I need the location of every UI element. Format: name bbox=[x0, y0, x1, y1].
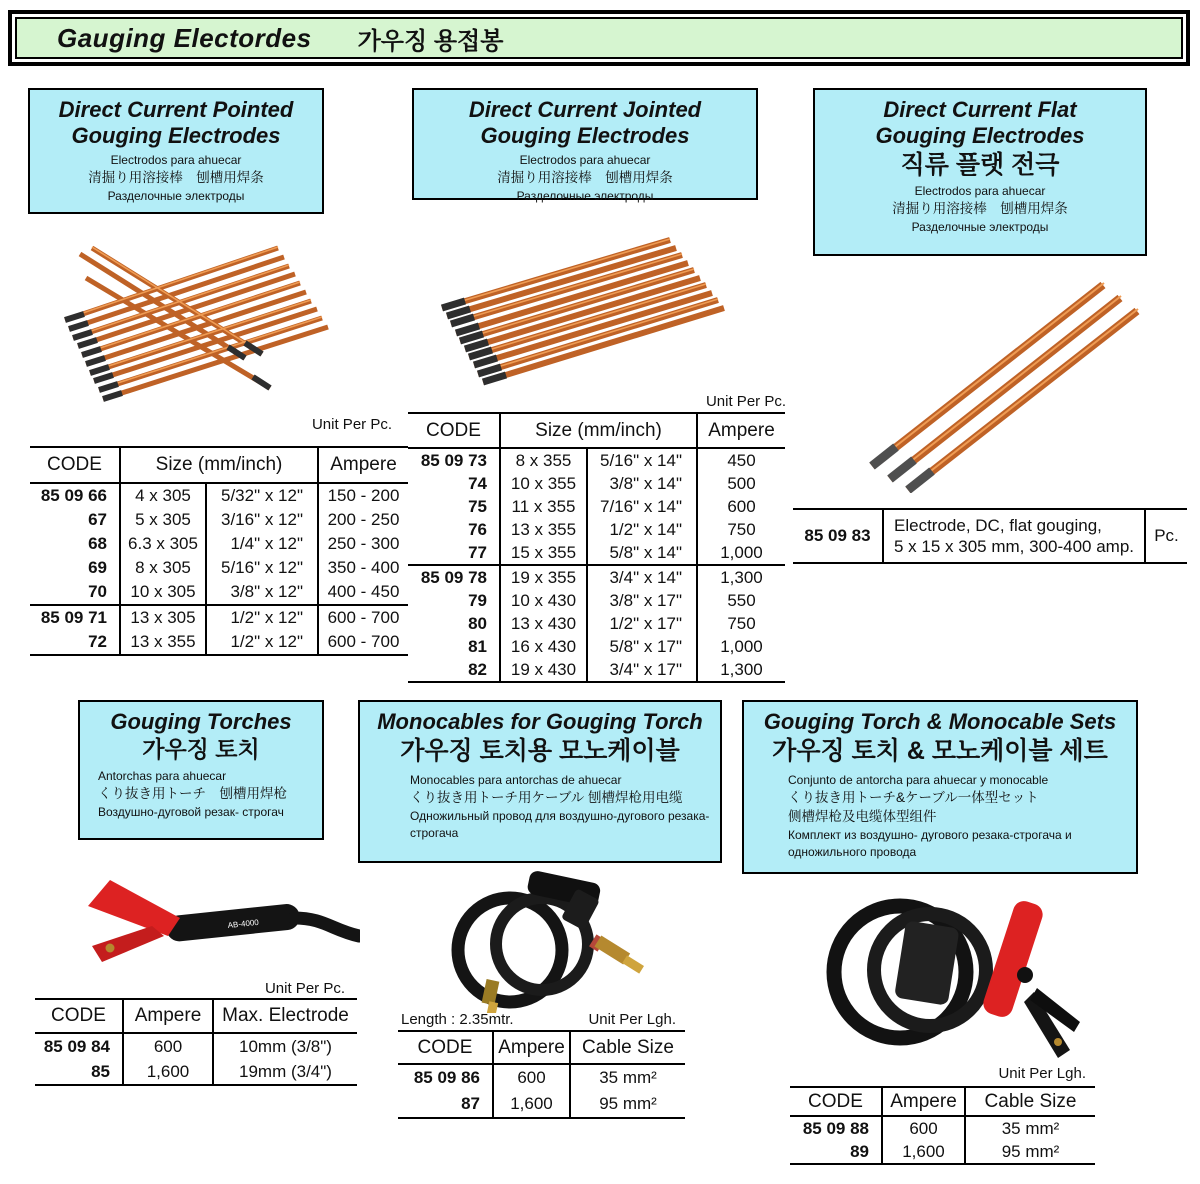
table-cell: 35 mm² bbox=[965, 1116, 1095, 1140]
box-title: Gouging Electrodes bbox=[71, 122, 281, 148]
table-row bbox=[30, 508, 408, 532]
subtitle-line: Комплект из воздушно- дугового резака-строгача и одножильного провода bbox=[788, 827, 1072, 860]
box-title: Direct Current Flat bbox=[883, 97, 1077, 122]
table-cell: 400 - 450 bbox=[318, 580, 408, 605]
page-title-inner bbox=[15, 17, 1183, 59]
table-cell: 150 - 200 bbox=[318, 483, 408, 508]
table-cell: 13 x 430 bbox=[500, 612, 587, 635]
table-cell: 1/2" x 12" bbox=[206, 630, 318, 655]
table-cell: 600 bbox=[493, 1064, 570, 1091]
table-cell: 15 x 355 bbox=[500, 541, 587, 565]
table-cell: 19mm (3/4") bbox=[213, 1059, 357, 1085]
header-box-pointed bbox=[28, 88, 324, 214]
table-cell: 3/8" x 12" bbox=[206, 580, 318, 605]
table-cell: 1,300 bbox=[697, 658, 785, 682]
table-cell: 85 09 71 bbox=[30, 605, 120, 630]
table-cell: 10mm (3/8") bbox=[213, 1033, 357, 1059]
table-row bbox=[793, 509, 1187, 563]
table-cell: 750 bbox=[697, 518, 785, 541]
box-title: Gouging Electrodes bbox=[875, 122, 1085, 148]
subtitle-line: Monocables para antorchas de ahuecar bbox=[410, 772, 622, 787]
subtitle-line: Conjunto de antorcha para ahuecar y monocable bbox=[788, 772, 1049, 787]
col-header-ampere: Ampere bbox=[493, 1031, 570, 1064]
gouging-torch-image bbox=[80, 868, 360, 978]
table-row bbox=[408, 589, 785, 612]
table-cell: 350 - 400 bbox=[318, 556, 408, 580]
table-cell: 1,300 bbox=[697, 565, 785, 589]
table-cell: 1/4" x 12" bbox=[206, 532, 318, 556]
table-cell: 74 bbox=[468, 473, 487, 493]
table-row bbox=[790, 1140, 1095, 1164]
table-row bbox=[30, 580, 408, 605]
table-row bbox=[790, 1116, 1095, 1140]
table-cell: 7/16" x 14" bbox=[587, 495, 697, 518]
col-header-code: CODE bbox=[398, 1031, 493, 1064]
table-cell: 600 - 700 bbox=[318, 630, 408, 655]
table-cell: 1,600 bbox=[493, 1091, 570, 1118]
table-row bbox=[408, 658, 785, 682]
table-cell: 1,000 bbox=[697, 541, 785, 565]
unit-label-sets: Unit Per Lgh. bbox=[998, 1065, 1086, 1082]
table-cell: 4 x 305 bbox=[120, 483, 206, 508]
table-cell: 10 x 305 bbox=[120, 580, 206, 605]
table-cell: 85 09 84 bbox=[43, 1036, 110, 1056]
table-cell: 85 09 73 bbox=[420, 450, 487, 470]
table-cell: 87 bbox=[461, 1094, 480, 1113]
table-cell: 1,000 bbox=[697, 635, 785, 658]
description-line: Electrode, DC, flat gouging, bbox=[894, 515, 1102, 535]
table-cell: 750 bbox=[697, 612, 785, 635]
col-header-ampere: Ampere bbox=[882, 1087, 965, 1116]
description-line: 5 x 15 x 305 mm, 300-400 amp. bbox=[894, 537, 1135, 556]
subtitle-line: くり抜き用トーチ&ケーブル一体型セット bbox=[788, 790, 1039, 806]
table-cell-unit: Pc. bbox=[1145, 509, 1187, 563]
header-box-sets bbox=[742, 700, 1138, 874]
table-cell: 600 - 700 bbox=[318, 605, 408, 630]
table-cell: 5/8" x 17" bbox=[587, 635, 697, 658]
col-header-code: CODE bbox=[408, 413, 500, 448]
header-box-jointed bbox=[412, 88, 758, 204]
table-cell: 19 x 430 bbox=[500, 658, 587, 682]
table-cell: 200 - 250 bbox=[318, 508, 408, 532]
table-row bbox=[30, 532, 408, 556]
subtitle-line: Одножильный провод для воздушно-дугового резака-строгача bbox=[410, 808, 710, 841]
table-cell: 8 x 305 bbox=[120, 556, 206, 580]
table-cell: 85 09 78 bbox=[408, 565, 500, 589]
table-cell: 72 bbox=[88, 632, 107, 651]
header-box-torches bbox=[78, 700, 324, 840]
header-box-monocables bbox=[358, 700, 722, 863]
jointed-electrodes-image bbox=[420, 222, 760, 402]
table-row bbox=[35, 1059, 357, 1085]
monocable-image bbox=[400, 858, 675, 1013]
table-cell: 85 09 88 bbox=[802, 1118, 869, 1138]
table-header-row bbox=[790, 1087, 1095, 1116]
box-title-korean: 직류 플랫 전극 bbox=[900, 150, 1060, 179]
col-header-size: Size (mm/inch) bbox=[120, 447, 318, 483]
unit-label-jointed: Unit Per Pc. bbox=[705, 393, 786, 410]
table-cell: 13 x 305 bbox=[120, 605, 206, 630]
table-cell: 10 x 355 bbox=[500, 472, 587, 495]
table-header-row bbox=[408, 413, 785, 448]
subtitle-line: Antorchas para ahuecar bbox=[98, 768, 227, 783]
table-cell: 76 bbox=[468, 519, 487, 539]
table-cell: 95 mm² bbox=[570, 1091, 685, 1118]
table-cell: 79 bbox=[468, 590, 487, 610]
table-cell: 16 x 430 bbox=[500, 635, 587, 658]
table-cell: 3/4" x 17" bbox=[587, 658, 697, 682]
flat-electrodes-image bbox=[815, 268, 1145, 493]
table-cell: 250 - 300 bbox=[318, 532, 408, 556]
table-cell: 3/8" x 17" bbox=[587, 589, 697, 612]
box-title: Monocables for Gouging Torch bbox=[377, 709, 703, 734]
col-header-code: CODE bbox=[30, 447, 120, 483]
table-cell: 35 mm² bbox=[570, 1064, 685, 1091]
table-row bbox=[408, 612, 785, 635]
table-row bbox=[408, 448, 785, 472]
table-row bbox=[30, 630, 408, 655]
unit-label-pointed: Unit Per Pc. bbox=[311, 416, 392, 433]
table-cell: 5/32" x 12" bbox=[206, 483, 318, 508]
table-cell: 5/16" x 12" bbox=[206, 556, 318, 580]
table-cell: 77 bbox=[468, 542, 487, 562]
length-label-monocables: Length : 2.35mtr. bbox=[401, 1011, 514, 1028]
table-cell: 1,600 bbox=[123, 1059, 213, 1085]
table-row bbox=[398, 1064, 685, 1091]
table-cell: 5/8" x 14" bbox=[587, 541, 697, 565]
table-cell: 68 bbox=[88, 534, 107, 553]
col-header-code: CODE bbox=[35, 999, 123, 1033]
table-row bbox=[398, 1091, 685, 1118]
table-row bbox=[408, 495, 785, 518]
table-cell: 13 x 355 bbox=[500, 518, 587, 541]
page-title-korean: 가우징 용접봉 bbox=[357, 27, 504, 55]
flat-electrode-table bbox=[793, 508, 1187, 564]
subtitle-line: Electrodos para ahuecar bbox=[914, 183, 1046, 198]
table-row bbox=[35, 1033, 357, 1059]
subtitle-line: 清掘り用溶接棒 刨槽用焊条 bbox=[892, 201, 1068, 217]
table-cell: 10 x 430 bbox=[500, 589, 587, 612]
table-cell: 3/4" x 14" bbox=[587, 565, 697, 589]
table-cell: 89 bbox=[850, 1141, 869, 1161]
page-title: Gauging Electordes bbox=[57, 22, 312, 53]
table-cell: 1,600 bbox=[882, 1140, 965, 1164]
table-cell: 13 x 355 bbox=[120, 630, 206, 655]
col-header-max-electrode: Max. Electrode bbox=[213, 999, 357, 1033]
unit-label-torches: Unit Per Pc. bbox=[264, 980, 345, 997]
table-row bbox=[30, 483, 408, 508]
pointed-electrodes-image bbox=[40, 218, 350, 423]
table-cell: 450 bbox=[697, 448, 785, 472]
subtitle-line: Разделочные электроды bbox=[516, 189, 654, 204]
table-cell: 82 bbox=[468, 659, 487, 679]
table-cell: 600 bbox=[697, 495, 785, 518]
table-row bbox=[30, 556, 408, 580]
table-cell: 5/16" x 14" bbox=[587, 448, 697, 472]
table-cell: 75 bbox=[468, 496, 487, 516]
page-title-bar bbox=[8, 10, 1190, 66]
table-cell: 6.3 x 305 bbox=[120, 532, 206, 556]
table-cell: 85 bbox=[91, 1061, 110, 1081]
table-cell: 600 bbox=[123, 1033, 213, 1059]
table-cell: 8 x 355 bbox=[500, 448, 587, 472]
table-cell: 69 bbox=[88, 558, 107, 577]
subtitle-line: 清掘り用溶接棒 刨槽用焊条 bbox=[88, 170, 264, 186]
table-row bbox=[408, 518, 785, 541]
col-header-cable-size: Cable Size bbox=[570, 1031, 685, 1064]
table-cell: 3/8" x 14" bbox=[587, 472, 697, 495]
subtitle-line: Разделочные электроды bbox=[911, 219, 1049, 234]
table-cell: 1/2" x 12" bbox=[206, 605, 318, 630]
jointed-electrodes-table bbox=[408, 412, 785, 683]
box-title-korean: 가우징 토치용 모노케이블 bbox=[400, 736, 680, 765]
table-cell: 600 bbox=[882, 1116, 965, 1140]
table-cell: 81 bbox=[468, 636, 487, 656]
table-cell: 1/2" x 14" bbox=[587, 518, 697, 541]
box-title: Gouging Torches bbox=[110, 709, 292, 734]
box-title: Direct Current Pointed bbox=[58, 97, 294, 122]
table-header-row bbox=[35, 999, 357, 1033]
subtitle-line: Electrodos para ahuecar bbox=[110, 152, 242, 167]
table-cell: 85 09 86 bbox=[413, 1068, 480, 1087]
table-cell: 550 bbox=[697, 589, 785, 612]
col-header-code: CODE bbox=[790, 1087, 882, 1116]
table-cell: 500 bbox=[697, 472, 785, 495]
table-cell: 80 bbox=[468, 613, 487, 633]
table-cell: 11 x 355 bbox=[500, 495, 587, 518]
table-cell-code: 85 09 83 bbox=[804, 526, 871, 545]
box-title-korean: 가우징 토치 & 모노케이블 세트 bbox=[772, 736, 1108, 765]
subtitle-line: Разделочные электроды bbox=[107, 189, 245, 204]
table-row bbox=[408, 541, 785, 565]
table-row bbox=[408, 472, 785, 495]
subtitle-line: Electrodos para ahuecar bbox=[519, 152, 651, 167]
table-cell: 85 09 66 bbox=[40, 486, 107, 505]
box-title-korean: 가우징 토치 bbox=[142, 735, 260, 762]
table-row bbox=[408, 635, 785, 658]
header-box-flat bbox=[813, 88, 1147, 256]
table-cell: 5 x 305 bbox=[120, 508, 206, 532]
table-cell-description bbox=[883, 509, 1145, 563]
col-header-cable-size: Cable Size bbox=[965, 1087, 1095, 1116]
table-cell: 70 bbox=[88, 582, 107, 601]
col-header-ampere: Ampere bbox=[123, 999, 213, 1033]
subtitle-line: 清掘り用溶接棒 刨槽用焊条 bbox=[497, 170, 673, 186]
box-title: Gouging Electrodes bbox=[480, 122, 690, 148]
torch-monocable-sets-table bbox=[790, 1086, 1095, 1165]
gouging-torches-table bbox=[35, 998, 357, 1086]
pointed-electrodes-table bbox=[30, 446, 408, 656]
monocables-table bbox=[398, 1030, 685, 1119]
subtitle-line: くり抜き用トーチ 刨槽用焊枪 bbox=[98, 786, 287, 802]
subtitle-line: Воздушно-дуговой резак- строгач bbox=[98, 805, 284, 820]
table-header-row bbox=[30, 447, 408, 483]
col-header-ampere: Ampere bbox=[318, 447, 408, 483]
col-header-ampere: Ampere bbox=[697, 413, 785, 448]
table-cell: 19 x 355 bbox=[500, 565, 587, 589]
torch-model-label: AB-4000 bbox=[227, 917, 260, 930]
table-cell: 95 mm² bbox=[965, 1140, 1095, 1164]
col-header-size: Size (mm/inch) bbox=[500, 413, 697, 448]
box-title: Direct Current Jointed bbox=[468, 97, 702, 122]
table-row bbox=[30, 605, 408, 630]
unit-label-monocables: Unit Per Lgh. bbox=[588, 1011, 676, 1028]
box-title: Gouging Torch & Monocable Sets bbox=[763, 709, 1117, 734]
table-cell: 67 bbox=[88, 510, 107, 529]
torch-monocable-set-image bbox=[782, 872, 1092, 1067]
table-header-row bbox=[398, 1031, 685, 1064]
subtitle-line: 侧槽焊枪及电缆体型组件 bbox=[788, 808, 937, 824]
subtitle-line: くり抜き用トーチ用ケーブル 刨槽焊枪用电缆 bbox=[410, 790, 683, 806]
table-cell: 1/2" x 17" bbox=[587, 612, 697, 635]
table-row bbox=[408, 565, 785, 589]
table-cell: 3/16" x 12" bbox=[206, 508, 318, 532]
